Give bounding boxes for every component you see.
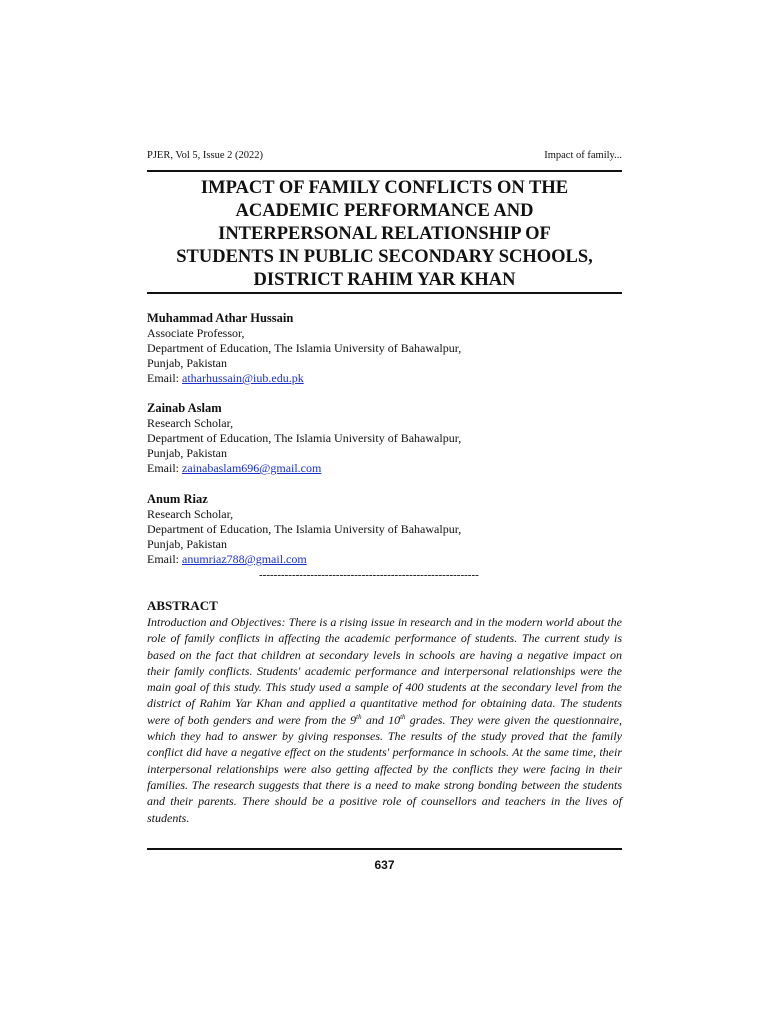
author-block-1 (147, 311, 622, 386)
author-email-line (147, 371, 622, 386)
paper-title (147, 177, 622, 292)
title-top-rule (147, 170, 622, 172)
section-separator: ------------------------------------------------------------ (259, 569, 479, 581)
title-bottom-rule (147, 292, 622, 294)
email-label: Email: (147, 461, 182, 475)
author-location: Punjab, Pakistan (147, 356, 227, 370)
abstract-heading: ABSTRACT (147, 598, 218, 613)
email-label: Email: (147, 552, 182, 566)
author-role: Associate Professor, (147, 326, 245, 340)
author-email-line (147, 461, 622, 476)
title-line: ACADEMIC PERFORMANCE AND (235, 201, 534, 221)
title-line: IMPACT OF FAMILY CONFLICTS ON THE (200, 178, 569, 198)
author-role: Research Scholar, (147, 507, 234, 521)
author-department: Department of Education, The Islamia University of Bahawalpur, (147, 522, 462, 536)
author-name: Anum Riaz (147, 492, 208, 506)
title-line: STUDENTS IN PUBLIC SECONDARY SCHOOLS, (176, 247, 593, 267)
running-title: Impact of family... (544, 150, 622, 161)
author-block-3 (147, 492, 622, 567)
email-link[interactable]: zainabaslam696@gmail.com (182, 461, 322, 475)
author-name: Muhammad Athar Hussain (147, 311, 294, 325)
author-role: Research Scholar, (147, 416, 234, 430)
email-label: Email: (147, 371, 182, 385)
footer-rule (147, 848, 622, 850)
author-department: Department of Education, The Islamia University of Bahawalpur, (147, 431, 462, 445)
page-number: 637 (374, 858, 395, 872)
abstract-text-part: grades. They were given the questionnaire, which they had to answer by giving responses. The results of the study proved that the family conflict did have a negative effect on the students' performance in schools. At the same time, their interpersonal relationships were also getting affected by the conflicts they were facing in their families. The research suggests that there is a need to make strong bonding between the students and their parents. There should be a positive role of counsellors and teachers in the lives of students. (147, 712, 623, 825)
author-location: Punjab, Pakistan (147, 446, 227, 460)
abstract-text (147, 614, 622, 826)
email-link[interactable]: anumriaz788@gmail.com (182, 552, 307, 566)
title-line: INTERPERSONAL RELATIONSHIP OF (218, 224, 551, 244)
author-department: Department of Education, The Islamia University of Bahawalpur, (147, 341, 462, 355)
superscript: th (356, 712, 362, 721)
author-block-2 (147, 401, 622, 476)
email-link[interactable]: atharhussain@iub.edu.pk (182, 371, 304, 385)
author-location: Punjab, Pakistan (147, 537, 227, 551)
abstract-text-part: Introduction and Objectives: There is a rising issue in research and in the modern world about the role of family conflicts in affecting the academic performance of students. The current study is based on the fact that children at secondary levels in schools are having a negative impact on their family conflicts. Students' academic performance and interpersonal relationships were the main goal of this study. This study used a sample of 400 students at the secondary level from the district of Rahim Yar Khan and applied a quantitative method for obtaining data. The students were of both genders and were from the 9 (147, 615, 622, 727)
title-line: DISTRICT RAHIM YAR KHAN (253, 270, 516, 290)
journal-citation: PJER, Vol 5, Issue 2 (2022) (147, 150, 263, 161)
author-name: Zainab Aslam (147, 401, 222, 415)
superscript: th (400, 712, 406, 721)
author-email-line (147, 552, 622, 567)
abstract-text-part: and 10 (361, 712, 401, 727)
